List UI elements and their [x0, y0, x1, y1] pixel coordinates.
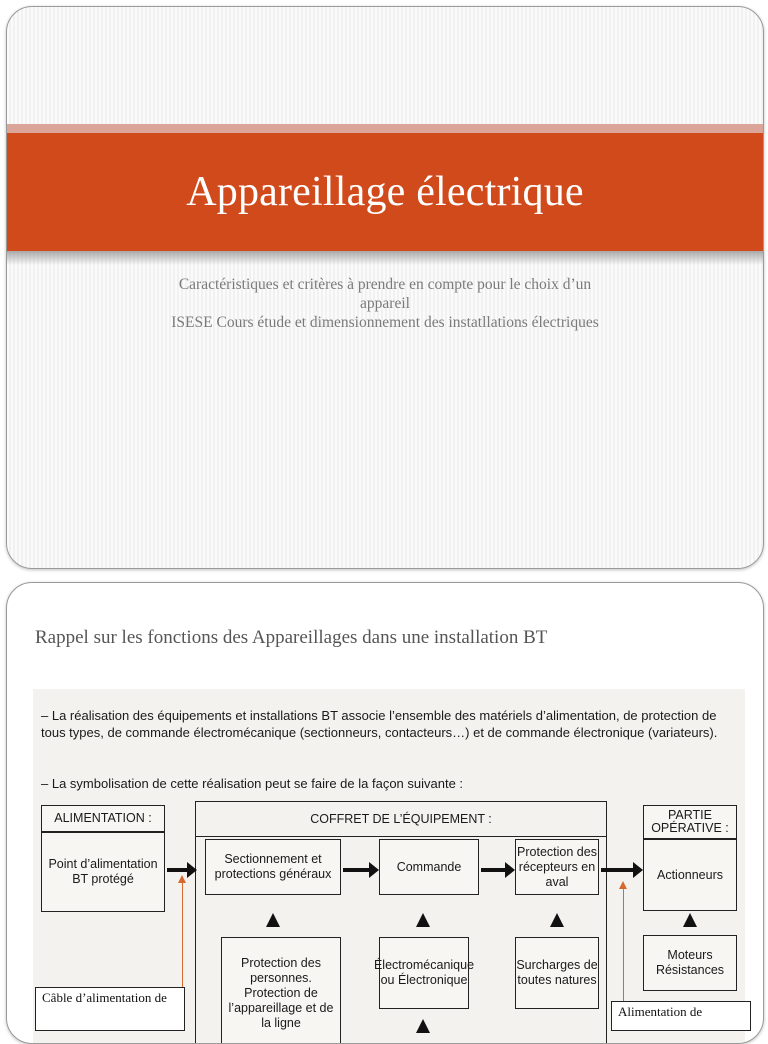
sectionnement-box: Sectionnement et protections généraux	[205, 839, 341, 895]
callout-right: Alimentation de	[611, 1001, 751, 1031]
arrow-up-icon	[266, 913, 280, 927]
subtitle-line-1: Caractéristiques et critères à prendre en compte pour le choix d’un	[178, 276, 592, 293]
arrow-up-icon	[416, 1019, 430, 1033]
arrow-up-icon	[683, 913, 697, 927]
banner-accent-line	[7, 124, 763, 133]
arrow-right-icon	[481, 868, 507, 872]
arrow-right-icon	[167, 868, 189, 872]
coffret-header: COFFRET DE L’ÉQUIPEMENT :	[196, 802, 606, 837]
orange-pointer-tip	[619, 881, 627, 889]
orange-pointer-tip	[178, 875, 186, 883]
callout-left: Câble d’alimentation de	[35, 987, 185, 1031]
subtitle-line-3: ISESE Cours étude et dimensionnement des instatllations électriques	[171, 314, 599, 331]
moteurs-box: Moteurs Résistances	[643, 935, 737, 991]
arrow-right-icon	[601, 868, 635, 872]
slide-subtitle	[107, 275, 663, 332]
title-slide	[6, 6, 764, 569]
paragraph-2: – La symbolisation de cette réalisation peut se faire de la façon suivante :	[41, 776, 464, 791]
alimentation-header: ALIMENTATION :	[41, 805, 165, 832]
subtitle-line-2: appareil	[360, 295, 410, 312]
actionneurs-box: Actionneurs	[643, 839, 737, 911]
partie-operative-header: PARTIE OPÉRATIVE :	[643, 805, 737, 839]
protection-recepteurs-box: Protection des récepteurs en aval	[515, 839, 599, 895]
content-slide	[6, 582, 764, 1044]
arrow-up-icon	[416, 913, 430, 927]
surcharges-box: Surcharges de toutes natures	[515, 937, 599, 1009]
slide-heading: Rappel sur les fonctions des Appareillages dans une installation BT	[35, 627, 548, 648]
title-banner	[7, 133, 763, 251]
commande-box: Commande	[379, 839, 479, 895]
banner-shadow	[7, 251, 763, 265]
arrow-up-icon	[550, 913, 564, 927]
paragraph-1: – La réalisation des équipements et installations BT associe l’ensemble des matériels d’alimentation, de protection de tous types, de commande électromécanique (sectionneurs, contacteurs…) et de commande électronique (variateurs).	[41, 708, 718, 740]
slide-title: Appareillage électrique	[186, 169, 584, 215]
arrow-right-icon	[343, 868, 371, 872]
electromecanique-box: Électromécanique ou Électronique	[379, 937, 469, 1009]
protection-personnes-box: Protection des personnes. Protection de l’appareillage et de la ligne	[221, 937, 341, 1044]
alimentation-box: Point d’alimentation BT protégé	[41, 832, 165, 912]
